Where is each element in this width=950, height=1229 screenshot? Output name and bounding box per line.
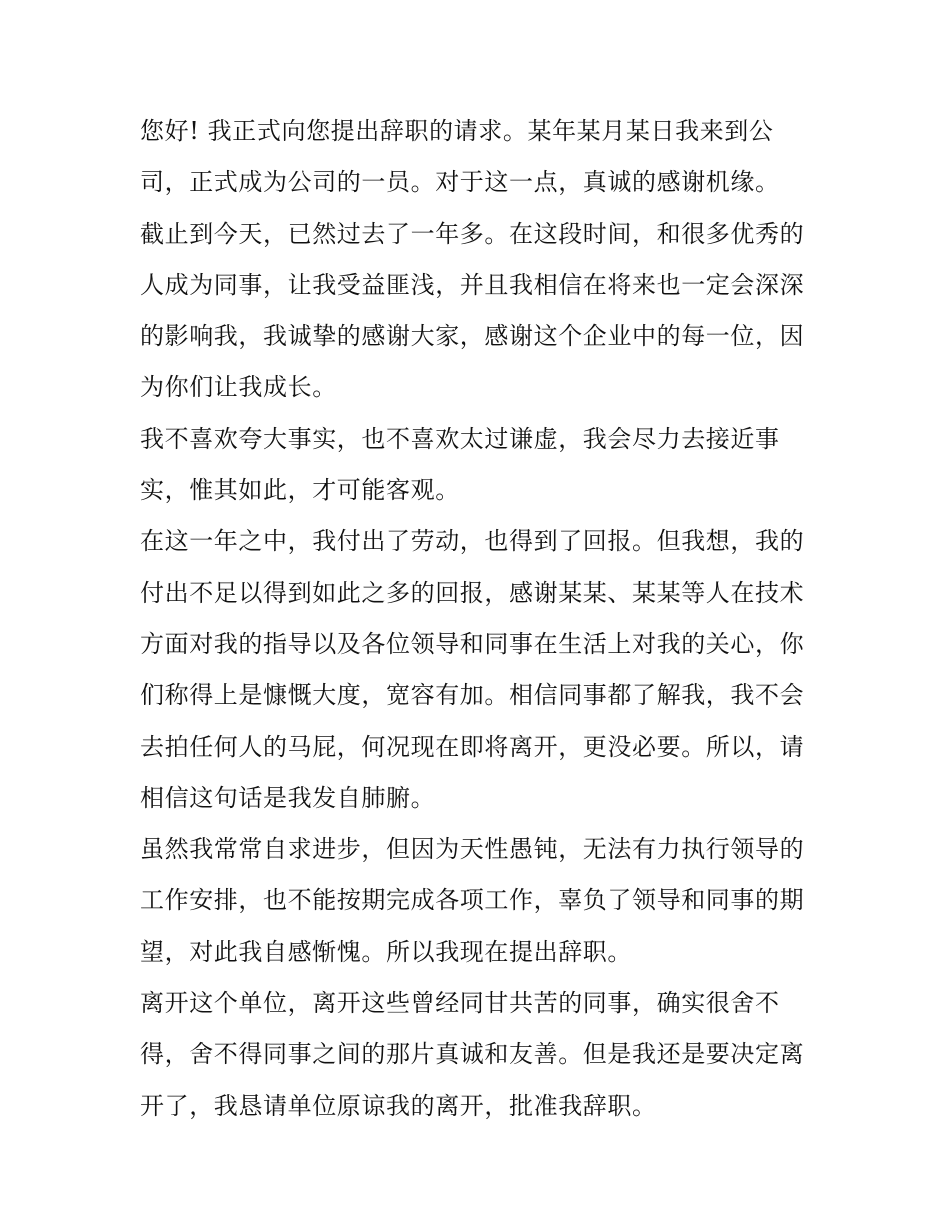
text-line: 司，正式成为公司的一员。对于这一点，真诚的感谢机缘。 xyxy=(140,168,780,197)
text-line: 人成为同事，让我受益匪浅，并且我相信在将来也一定会深深 xyxy=(140,270,805,299)
text-line: 我不喜欢夸大事实，也不喜欢太过谦虚，我会尽力去接近事 xyxy=(140,424,780,453)
text-line: 在这一年之中，我付出了劳动，也得到了回报。但我想，我的 xyxy=(140,527,805,556)
text-line: 工作安排，也不能按期完成各项工作，辜负了领导和同事的期 xyxy=(140,886,805,915)
text-line: 们称得上是慷慨大度，宽容有加。相信同事都了解我，我不会 xyxy=(140,681,805,710)
text-line: 您好! 我正式向您提出辞职的请求。某年某月某日我来到公 xyxy=(140,117,774,145)
text-line: 离开这个单位，离开这些曾经同甘共苦的同事，确实很舍不 xyxy=(140,989,780,1018)
text-line: 方面对我的指导以及各位领导和同事在生活上对我的关心，你 xyxy=(140,629,805,658)
text-line: 开了，我恳请单位原谅我的离开，批准我辞职。 xyxy=(140,1091,657,1120)
text-line: 得，舍不得同事之间的那片真诚和友善。但是我还是要决定离 xyxy=(140,1040,805,1069)
text-line: 虽然我常常自求进步，但因为天性愚钝，无法有力执行领导的 xyxy=(140,835,805,864)
text-line: 去拍任何人的马屁，何况现在即将离开，更没必要。所以，请 xyxy=(140,732,805,761)
text-line: 实，惟其如此，才可能客观。 xyxy=(140,476,460,505)
text-line: 望，对此我自感惭愧。所以我现在提出辞职。 xyxy=(140,937,632,966)
text-line: 的影响我，我诚挚的感谢大家，感谢这个企业中的每一位，因 xyxy=(140,322,805,351)
text-line: 相信这句话是我发自肺腑。 xyxy=(140,783,436,812)
text-line: 为你们让我成长。 xyxy=(140,373,337,402)
text-line: 截止到今天，已然过去了一年多。在这段时间，和很多优秀的 xyxy=(140,219,805,248)
text-line: 付出不足以得到如此之多的回报，感谢某某、某某等人在技术 xyxy=(140,578,805,607)
resignation-letter-body xyxy=(140,106,820,1132)
